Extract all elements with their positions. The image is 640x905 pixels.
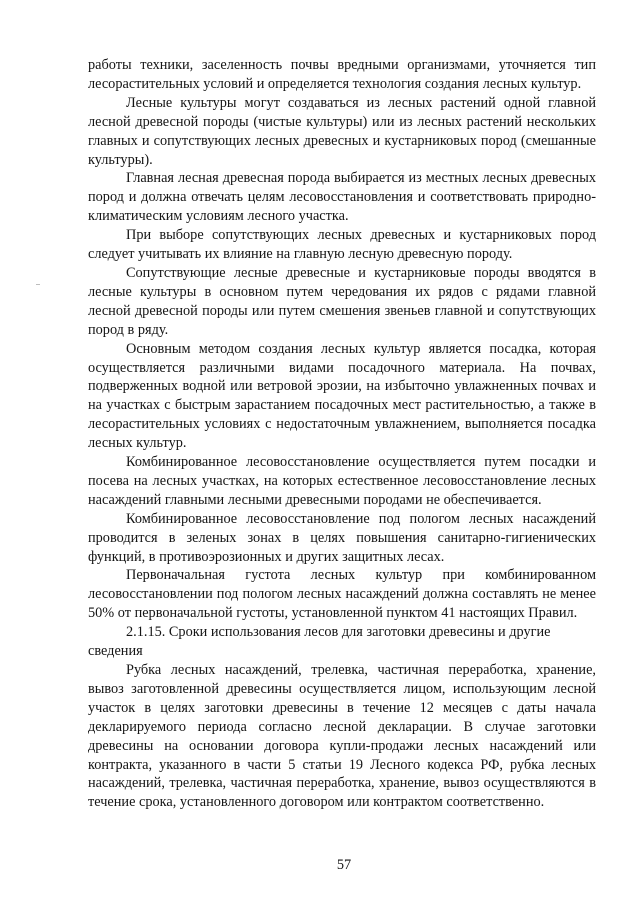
paragraph-continuation: работы техники, заселенность почвы вредными организмами, уточняется тип лесорастительных условий и определяется технология создания лесных культур. (88, 57, 596, 92)
margin-mark (36, 284, 40, 285)
paragraph-accompanying-species-choice: При выборе сопутствующих лесных древесных и кустарниковых пород следует учитывать их влияние на главную лесную древесную породу. (88, 227, 596, 263)
paragraph-planting-method: Основным методом создания лесных культур является посадка, которая осуществляется различными видами посадочного материала. На почвах, подверженных водной или ветровой эрозии, на избыточно увлажненных почвах и на участках с быстрым зарастанием посадочных мест растительностью, а также в лесорастительных условиях с недостаточным увлажнением, выполняется посадка лесных культур. (88, 340, 596, 452)
paragraph-initial-density: Первоначальная густота лесных культур при комбинированном лесовосстановлении под пологом лесных насаждений должна составлять не менее 50% от первоначальной густоты, установленной пунктом 41 настоящих Правил. (88, 567, 596, 622)
document-body (88, 56, 596, 812)
paragraph-combined-under-canopy: Комбинированное лесовосстановление под пологом лесных насаждений проводится в зеленых зонах в целях повышения санитарно-гигиенических функций, в противоэрозионных и других защитных лесах. (88, 510, 596, 565)
paragraph-forest-cultures-types: Лесные культуры могут создаваться из лесных растений одной главной лесной древесной породы (чистые культуры) или из лесных растений нескольких главных и сопутствующих лесных древесных и кустарниковых пород (смешанные культуры). (88, 94, 596, 168)
paragraph-combined-reforestation: Комбинированное лесовосстановление осуществляется путем посадки и посева на лесных участках, на которых естественное лесовосстановление лесных насаждений главными лесными древесными породами не обеспечивается. (88, 454, 596, 508)
paragraph-main-species: Главная лесная древесная порода выбирается из местных лесных древесных пород и должна отвечать целям лесовосстановления и соответствовать природно-климатическим условиям лесного участка. (88, 170, 596, 225)
section-heading: 2.1.15. Сроки использования лесов для заготовки древесины и другие сведения (88, 624, 551, 660)
paragraph-felling-terms: Рубка лесных насаждений, трелевка, частичная переработка, хранение, вывоз заготовленной древесины осуществляется лицом, использующим лесной участок в целях заготовки древесины в течение 12 месяцев с даты начала декларируемого периода согласно лесной декларации. В случае заготовки древесины на основании договора купли-продажи лесных насаждений или контракта, указанного в части 5 статьи 19 Лесного кодекса РФ, рубка лесных насаждений, трелевка, частичная переработка, хранение, вывоз осуществляются в течение срока, установленного договором или контрактом соответственно. (88, 662, 596, 811)
paragraph-accompanying-species-introduction: Сопутствующие лесные древесные и кустарниковые породы вводятся в лесные культуры в основном путем чередования их рядов с рядами главной лесной древесной породы или путем смешения звеньев главной и сопутствующих пород в ряду. (88, 264, 596, 338)
page-number: 57 (336, 857, 352, 873)
